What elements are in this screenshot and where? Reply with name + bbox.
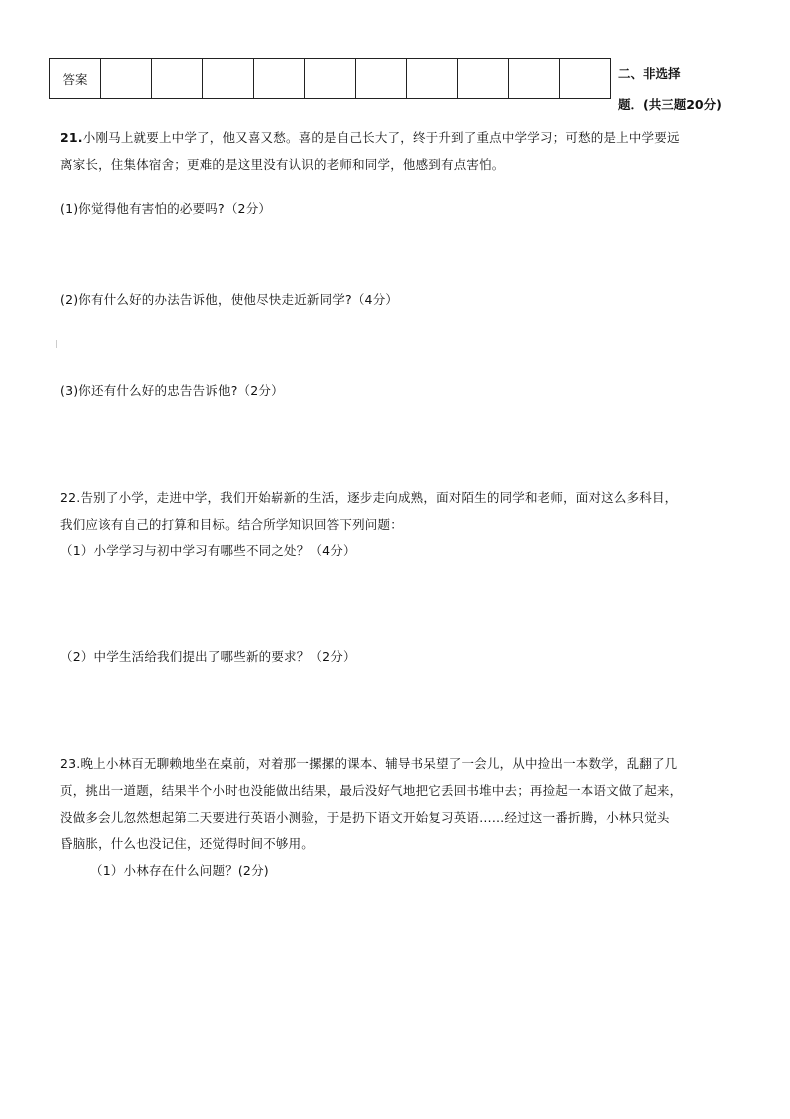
- scan-mark: [56, 340, 57, 348]
- q23-text-line4: 昏脑胀，什么也没记住，还觉得时间不够用。: [60, 836, 315, 851]
- answer-label: 答案: [50, 59, 101, 99]
- q23-text-line2: 页，挑出一道题，结果半个小时也没能做出结果，最后没好气地把它丢回书堆中去；再捡起一本语文做了起来，: [60, 783, 683, 798]
- q21-text: 小刚马上就要上中学了，他又喜又愁。喜的是自己长大了，终于升到了重点中学学习；可愁的是上中学要远: [82, 130, 680, 145]
- q21-number: 21.: [60, 130, 83, 145]
- answer-table: [49, 58, 611, 99]
- q23-sub1: （1）小林存在什么问题？(2分): [90, 863, 269, 878]
- answer-cell[interactable]: [560, 59, 611, 99]
- q22-text-line1: 22.告别了小学，走进中学，我们开始崭新的生活，逐步走向成熟，面对陌生的同学和老师，面对这么多科目，: [60, 490, 678, 505]
- answer-cell[interactable]: [152, 59, 203, 99]
- q21-text-line1: [60, 128, 680, 146]
- q21-sub1: (1)你觉得他有害怕的必要吗?（2分）: [60, 201, 272, 216]
- q23-text-line1: 23.晚上小林百无聊赖地坐在桌前，对着那一摞摞的课本、辅导书呆望了一会儿，从中捡出一本数学，乱翻了几: [60, 756, 678, 771]
- answer-row: [50, 59, 611, 99]
- q22-text-line2: 我们应该有自己的打算和目标。结合所学知识回答下列问题：: [60, 517, 403, 532]
- answer-cell[interactable]: [407, 59, 458, 99]
- q21-sub3: (3)你还有什么好的忠告告诉他?（2分）: [60, 383, 284, 398]
- q22-sub2: （2）中学生活给我们提出了哪些新的要求？（2分）: [60, 649, 356, 664]
- answer-cell[interactable]: [509, 59, 560, 99]
- answer-cell[interactable]: [203, 59, 254, 99]
- answer-cell[interactable]: [305, 59, 356, 99]
- q21-sub2: (2)你有什么好的办法告诉他，使他尽快走近新同学?（4分）: [60, 292, 399, 307]
- q23-text-line3: 没做多会儿忽然想起第二天要进行英语小测验，于是扔下语文开始复习英语……经过这一番折腾，小林只觉头: [60, 810, 670, 825]
- q22-sub1: （1）小学学习与初中学习有哪些不同之处？（4分）: [60, 543, 356, 558]
- section-heading-line2: 题．(共三题20分): [618, 97, 722, 112]
- section-heading-line1: 二、非选择: [618, 66, 681, 81]
- answer-cell[interactable]: [101, 59, 152, 99]
- answer-cell[interactable]: [356, 59, 407, 99]
- answer-cell[interactable]: [458, 59, 509, 99]
- q21-text-line2: 离家长，住集体宿舍；更难的是这里没有认识的老师和同学，他感到有点害怕。: [60, 157, 505, 172]
- answer-cell[interactable]: [254, 59, 305, 99]
